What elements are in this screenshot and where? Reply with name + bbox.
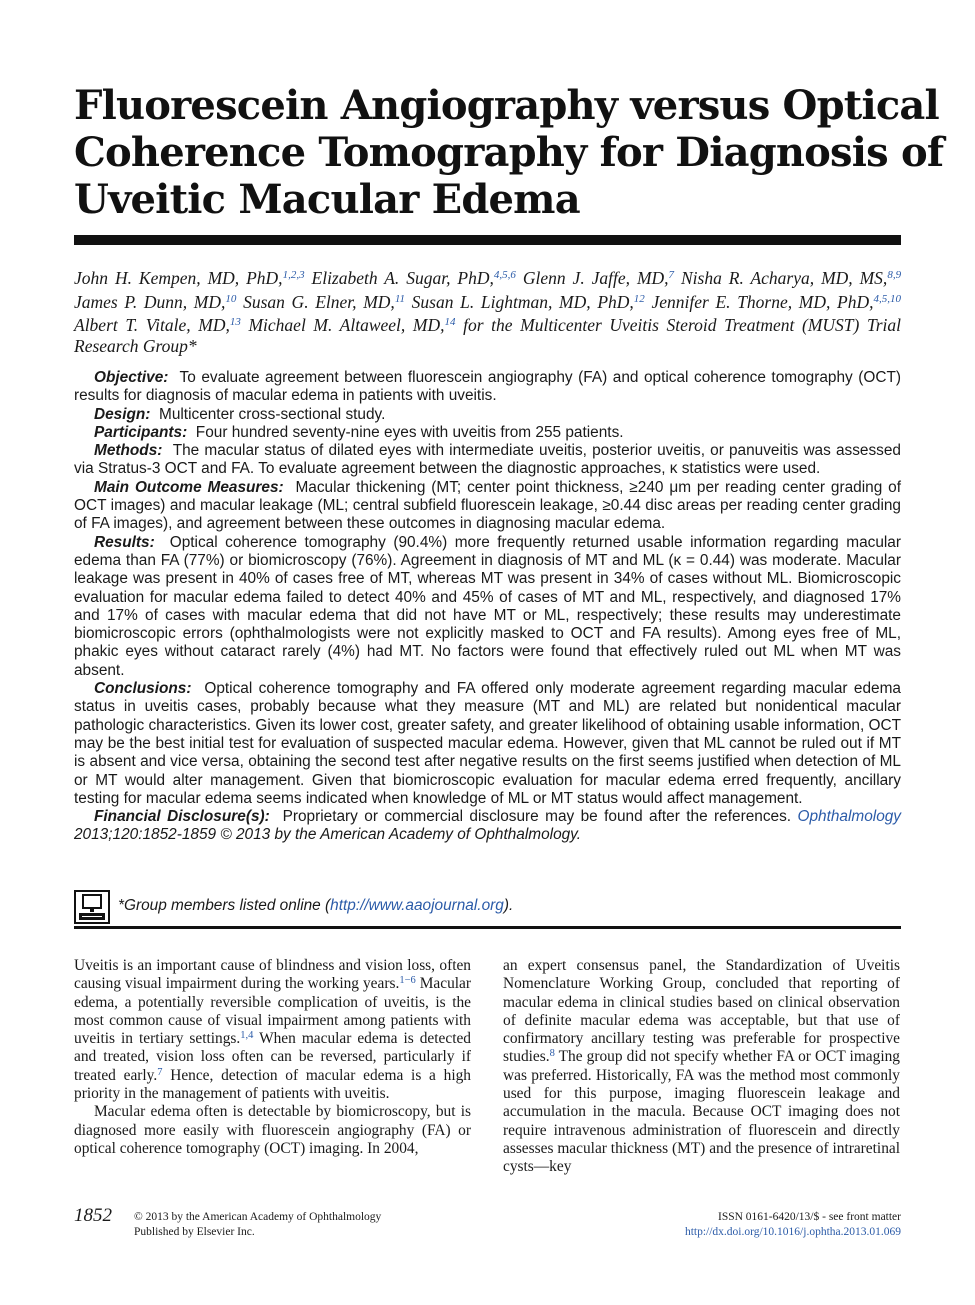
body-text: Macular edema often is detectable by biomicroscopy, but is diagnosed more easily with fluorescein angiography (FA) or optical coherence tomography (OCT) imaging. In 2004, [74,1103,471,1157]
footer-left [134,1210,381,1240]
abstract-participants [74,424,901,442]
author-line-2 [74,289,901,313]
author-line-4 [74,336,901,357]
design-label: Design: [94,405,151,423]
body-paragraph [74,957,471,1103]
author-list [74,265,901,356]
citation-details: 2013;120:1852-1859 © 2013 by the American Academy of Ophthalmology. [74,826,582,844]
footer-issn: ISSN 0161-6420/13/$ - see front matter [717,1211,901,1223]
reference-link[interactable]: 1−6 [399,975,416,987]
author-name: John H. Kempen, MD, PhD, [74,268,283,288]
article-title [74,82,944,223]
body-text: Hence, detection of macular edema is a high priority in the management of patients with uveitis. [74,1066,471,1103]
outcome-label: Main Outcome Measures: [94,478,284,496]
author-affiliation[interactable]: 14 [444,316,456,328]
author-affiliation[interactable]: 13 [229,316,241,328]
abstract-methods [74,442,901,479]
author-name: Jennifer E. Thorne, MD, PhD, [651,291,874,312]
citation-journal[interactable]: Ophthalmology [797,808,902,826]
results-label: Results: [94,533,155,551]
online-note [74,890,901,924]
abstract-results [74,534,901,680]
body-column-right [503,957,900,1177]
author-name: Nisha R. Acharya, MD, MS, [681,268,888,288]
author-line-1 [74,265,901,289]
author-name: Susan L. Lightman, MD, PhD, [411,291,634,312]
disclosure-text: Proprietary or commercial disclosure may be found after the references. [282,808,792,826]
body-text: When macular edema is detected and treated, vision loss often can be reversed, particularly if treated early. [74,1030,471,1084]
methods-text: The macular status of dilated eyes with intermediate uveitis, posterior uveitis, or panuveitis was assessed via Stratus-3 OCT and FA. To evaluate agreement between the diagnostic approaches, κ statistics were used. [74,442,901,478]
doi-link[interactable]: http://dx.doi.org/10.1016/j.ophtha.2013.01.069 [684,1226,901,1238]
group-name: for the Multicenter Uveitis Steroid Treatment (MUST) Trial [463,315,902,335]
reference-link[interactable]: 1,4 [240,1030,254,1042]
abstract-design [74,406,901,424]
disclosure-label: Financial Disclosure(s): [94,808,270,826]
page-footer [74,1203,901,1243]
footer-copyright: © 2013 by the American Academy of Ophthalmology [134,1211,382,1223]
abstract-conclusions [74,680,901,808]
author-affiliation[interactable]: 7 [668,269,675,281]
body-column-left [74,957,471,1158]
title-line-3: Uveitic Macular Edema [74,176,580,223]
body-paragraph [503,957,900,1177]
reference-link[interactable]: 8 [549,1048,555,1060]
conclusions-label: Conclusions: [94,680,192,698]
journal-url-link[interactable]: http://www.aaojournal.org [330,897,504,914]
author-affiliation[interactable]: 4,5,10 [873,292,902,305]
online-note-suffix: ). [503,897,514,914]
design-text: Multicenter cross-sectional study. [159,405,386,423]
abstract-outcome [74,479,901,534]
abstract-objective [74,369,901,406]
author-affiliation[interactable]: 11 [394,292,405,305]
body-text: The group did not specify whether FA or OCT imaging was preferred. Historically, FA was the method most commonly used for this purpose, imaging fluorescein leakage and accumulation in the macula. Because OCT imaging does not require intravenous administration of fluorescein and directly assesses macular thickness (MT) and the presence of intraretinal cysts—key [503,1048,900,1176]
page-number: 1852 [74,1205,112,1226]
author-name: Albert T. Vitale, MD, [74,315,230,335]
abstract-disclosure [74,808,901,845]
author-affiliation[interactable]: 12 [633,292,645,305]
author-name: James P. Dunn, MD, [74,291,226,312]
body-text: Macular edema, a potentially reversible complication of uveitis, is the most common cause of visual impairment among patients with uveitis in tertiary settings. [74,975,472,1048]
author-affiliation[interactable]: 8,9 [887,269,902,281]
body-paragraph [74,1103,471,1158]
online-note-text [118,897,513,915]
participants-label: Participants: [94,423,188,441]
author-line-3 [74,312,901,336]
author-name: Susan G. Elner, MD, [243,291,395,312]
computer-terminal-icon [74,890,110,924]
author-affiliation[interactable]: 10 [225,292,237,305]
author-name: Glenn J. Jaffe, MD, [522,268,669,288]
objective-label: Objective: [94,369,169,386]
outcome-text: Macular thickening (MT; center point thickness, ≥240 μm per reading center grading of OCT images) and macular leakage (ML; central subfield fluorescein leakage, ≥0.44 disc areas per reading center grading of FA images), and agreement between these outcomes in diagnosing macular edema. [74,478,901,533]
participants-text: Four hundred seventy-nine eyes with uveitis from 255 patients. [195,423,624,441]
body-text: an expert consensus panel, the Standardization of Uveitis Nomenclature Working Group, concluded that reporting of macular edema in clinical studies based on clinical observation of definite macular edema was acceptable, but that use of confirmatory ancillary testing was preferable for prospective studies. [503,957,900,1066]
author-name: Elizabeth A. Sugar, PhD, [311,268,494,288]
results-text: Optical coherence tomography (90.4%) more frequently returned usable information regarding macular edema than FA (77%) or biomicroscopy (76%). Agreement in diagnosis of MT and ML (κ = 0.44) was moderate. Macular leakage was present in 40% of cases free of MT, whereas MT was present in 34% of cases without ML. Biomicroscopic evaluation for macular edema failed to detect 40% and 45% of cases of MT and ML, respectively, and diagnosed 17% and 17% of cases with macular edema that did not have MT or ML, respectively; these results may underestimate biomicroscopic errors (ophthalmologists were not explicitly masked to OCT and FA results). Among eyes free of ML, phakic eyes without cataract rarely (4%) had MT. No factors were found that effectively ruled out ML when MT was absent. [74,533,901,679]
reference-link[interactable]: 7 [157,1066,163,1078]
title-line-1: Fluorescein Angiography versus Optical [74,82,939,129]
title-rule [74,235,901,245]
objective-text: To evaluate agreement between fluorescein angiography (FA) and optical coherence tomography (OCT) results for diagnosis of macular edema in patients with uveitis. [74,369,901,405]
author-name: Michael M. Altaweel, MD, [248,315,445,335]
section-rule [74,926,901,929]
group-name-end[interactable]: Research Group* [74,335,197,356]
online-note-prefix: *Group members listed online ( [118,897,331,914]
author-affiliation[interactable]: 1,2,3 [282,269,305,281]
conclusions-text: Optical coherence tomography and FA offered only moderate agreement regarding macular edema status in uveitis cases, probably because what they measure (MT and ML) are related but nonidentical macular pathologic characteristics. Given its lower cost, greater safety, and greater likelihood of obtaining usable information, OCT may be the best initial test for evaluation of suspected macular edema. However, given that ML cannot be ruled out if MT is absent and vice versa, obtaining the second test after negative results on the first seems justified when detection of ML or MT would alter management. Given that biomicroscopic evaluation for macular edema erred frequently, ancillary testing for macular edema seems indicated when knowledge of ML or MT status would affect management. [74,680,901,807]
body-text: Uveitis is an important cause of blindness and vision loss, often causing visual impairment during the working years. [74,957,471,993]
author-affiliation[interactable]: 4,5,6 [493,269,516,281]
title-line-2: Coherence Tomography for Diagnosis of [74,129,944,176]
footer-right [685,1210,901,1240]
abstract [74,369,901,845]
methods-label: Methods: [94,442,163,460]
footer-publisher: Published by Elsevier Inc. [134,1226,255,1238]
